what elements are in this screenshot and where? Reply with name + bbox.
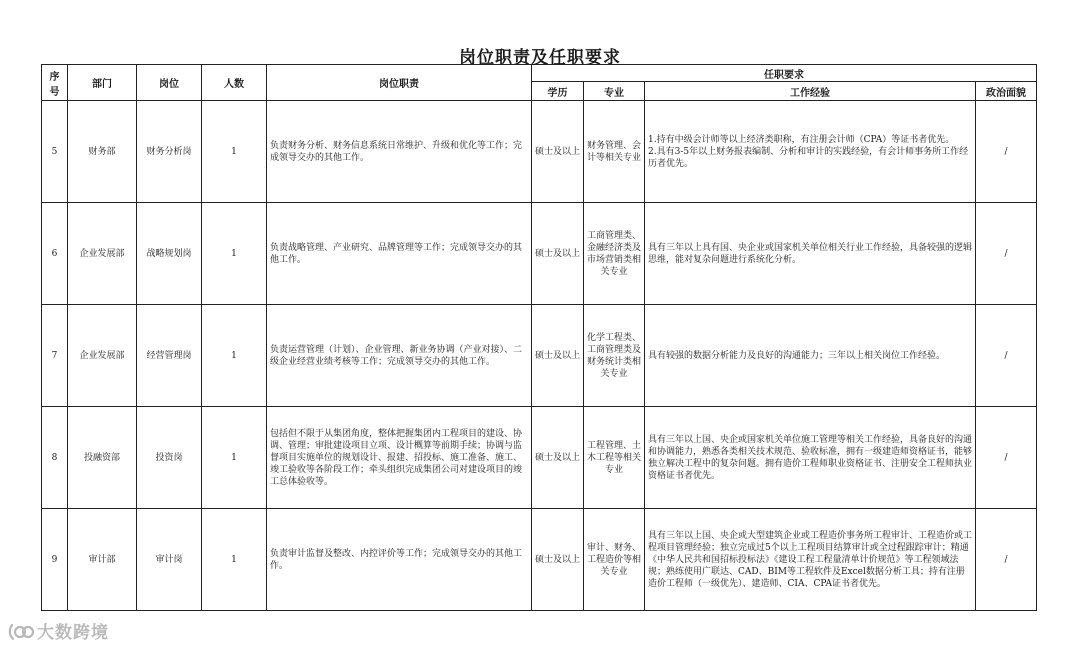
table-row — [42, 305, 1037, 407]
cell-seq: 5 — [42, 101, 68, 203]
cell-seq: 7 — [42, 305, 68, 407]
header-duties: 岗位职责 — [267, 65, 532, 101]
cell-count: 1 — [202, 305, 267, 407]
table-body — [42, 101, 1037, 611]
cell-position: 经营管理岗 — [137, 305, 202, 407]
cell-position: 财务分析岗 — [137, 101, 202, 203]
cell-duties: 负责战略管理、产业研究、品牌管理等工作；完成领导交办的其他工作。 — [267, 203, 532, 305]
cell-count: 1 — [202, 203, 267, 305]
cell-position: 战略规划岗 — [137, 203, 202, 305]
cell-count: 1 — [202, 407, 267, 509]
cell-duties: 负责财务分析、财务信息系统日常维护、升级和优化等工作；完成领导交办的其他工作。 — [267, 101, 532, 203]
cell-duties: 负责审计监督及整改、内控评价等工作；完成领导交办的其他工作。 — [267, 509, 532, 611]
cell-major: 化学工程类、工商管理类及财务统计类相关专业 — [584, 305, 645, 407]
header-experience: 工作经验 — [645, 82, 976, 101]
cell-count: 1 — [202, 509, 267, 611]
cell-seq: 9 — [42, 509, 68, 611]
cell-experience: 具有较强的数据分析能力及良好的沟通能力；三年以上相关岗位工作经验。 — [645, 305, 976, 407]
header-seq: 序号 — [42, 65, 68, 101]
cell-position: 投资岗 — [137, 407, 202, 509]
cell-political: / — [976, 203, 1037, 305]
cell-major: 审计、财务、工程造价等相关专业 — [584, 509, 645, 611]
cell-major: 工商管理类、金融经济类及市场营销类相关专业 — [584, 203, 645, 305]
table-row — [42, 101, 1037, 203]
cell-seq: 8 — [42, 407, 68, 509]
header-major: 专业 — [584, 82, 645, 101]
cell-duties: 负责运营管理（计划）、企业管理、新业务协调（产业对接）、二级企业经营业绩考核等工作；完成领导交办的其他工作。 — [267, 305, 532, 407]
cell-education: 硕士及以上 — [532, 101, 584, 203]
header-dept: 部门 — [68, 65, 137, 101]
cell-dept: 企业发展部 — [68, 203, 137, 305]
watermark-text: 大数跨境 — [37, 623, 109, 643]
header-requirements: 任职要求 — [532, 65, 1037, 82]
cell-duties: 包括但不限于从集团角度，整体把握集团内工程项目的建设、协调、管理；审批建设项目立项、设计概算等前期手续；协调与监督项目实施单位的规划设计、报建、招投标、施工准备、施工、竣工验收等各阶段工作；牵头组织完成集团公司对建设项目的竣工总体验收等。 — [267, 407, 532, 509]
cell-experience: 1.持有中级会计师等以上经济类职称，有注册会计师（CPA）等证书者优先。 2.具有3-5年以上财务报表编制、分析和审计的实践经验，有会计师事务所工作经历者优先。 — [645, 101, 976, 203]
cell-education: 硕士及以上 — [532, 509, 584, 611]
table-row — [42, 407, 1037, 509]
job-requirements-table — [41, 64, 1037, 611]
header-education: 学历 — [532, 82, 584, 101]
cell-major: 工程管理、土木工程等相关专业 — [584, 407, 645, 509]
cell-seq: 6 — [42, 203, 68, 305]
cell-political: / — [976, 101, 1037, 203]
header-political: 政治面貌 — [976, 82, 1037, 101]
cell-political: / — [976, 305, 1037, 407]
cell-dept: 财务部 — [68, 101, 137, 203]
cell-education: 硕士及以上 — [532, 407, 584, 509]
header-count: 人数 — [202, 65, 267, 101]
watermark-logo-icon — [8, 620, 34, 642]
table-row — [42, 509, 1037, 611]
cell-political: / — [976, 407, 1037, 509]
cell-experience: 具有三年以上具有国、央企业或国家机关单位相关行业工作经验，具备较强的逻辑思维，能对复杂问题进行系统化分析。 — [645, 203, 976, 305]
cell-major: 财务管理、会计等相关专业 — [584, 101, 645, 203]
cell-dept: 审计部 — [68, 509, 137, 611]
cell-dept: 企业发展部 — [68, 305, 137, 407]
table-row — [42, 203, 1037, 305]
cell-education: 硕士及以上 — [532, 203, 584, 305]
cell-political: / — [976, 509, 1037, 611]
page-title: 岗位职责及任职要求 — [459, 48, 621, 68]
cell-position: 审计岗 — [137, 509, 202, 611]
cell-education: 硕士及以上 — [532, 305, 584, 407]
cell-experience: 具有三年以上国、央企或大型建筑企业或工程造价事务所工程审计、工程造价或工程项目管理经验；独立完成过5个以上工程项目结算审计或全过程跟踪审计；精通《中华人民共和国招标投标法》《建设工程工程量清单计价规范》等工程领域法规；熟练使用广联达、CAD、BIM等工程软件及Excel数据分析工具；持有注册造价工程师（一级优先）、建造师、CIA、CPA证书者优先。 — [645, 509, 976, 611]
watermark — [8, 618, 109, 643]
cell-experience: 具有三年以上国、央企或国家机关单位施工管理等相关工作经验，具备良好的沟通和协调能力，熟悉各类相关技术规范、验收标准，拥有一级建造师资格证书，能够独立解决工程中的复杂问题。拥有造价工程师职业资格证书、注册安全工程师执业资格证书者优先。 — [645, 407, 976, 509]
header-position: 岗位 — [137, 65, 202, 101]
header-row-top — [42, 65, 1037, 82]
cell-count: 1 — [202, 101, 267, 203]
cell-dept: 投融资部 — [68, 407, 137, 509]
